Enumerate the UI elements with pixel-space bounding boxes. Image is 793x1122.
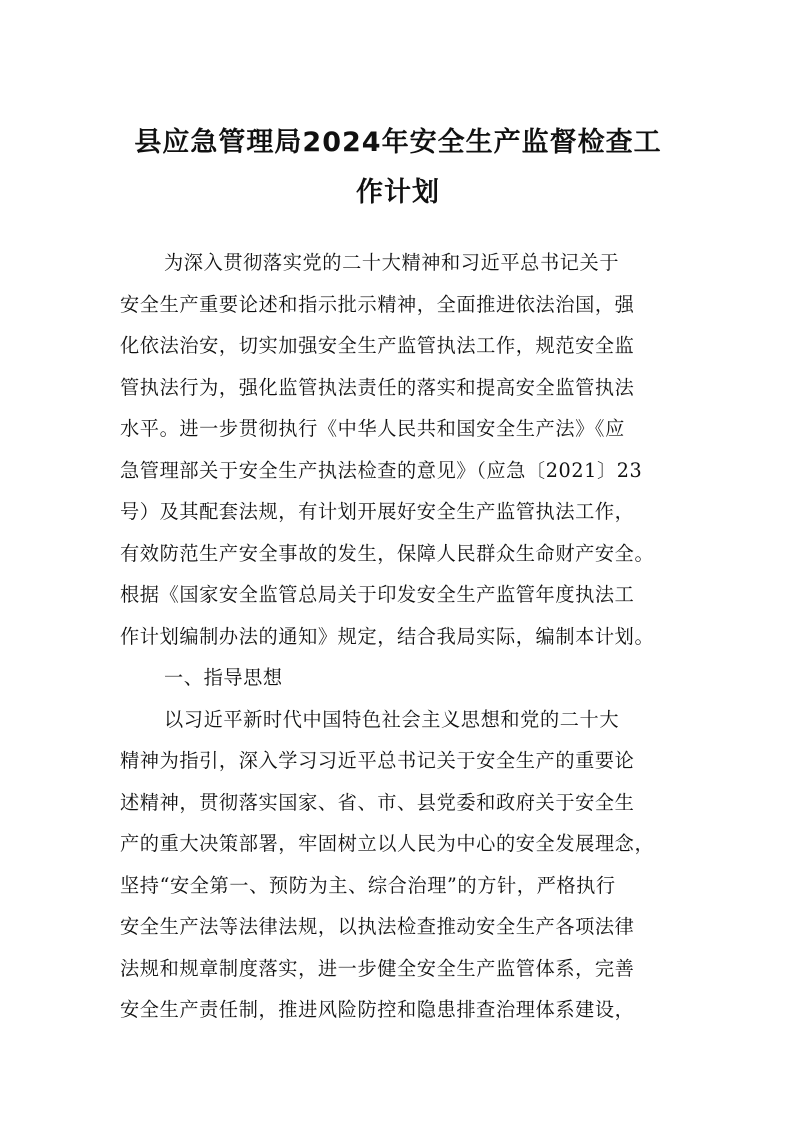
paragraph-line: 根据《国家安全监管总局关于印发安全生产监管年度执法工 xyxy=(120,583,635,606)
paragraph-line: 安全生产重要论述和指示批示精神，全面推进依法治国，强 xyxy=(120,292,635,316)
title-line: 作计划 xyxy=(356,177,440,208)
paragraph-line: 为深入贯彻落实党的二十大精神和习近平总书记关于 xyxy=(164,251,620,274)
paragraph-line: 化依法治安，切实加强安全生产监管执法工作，规范安全监 xyxy=(120,334,635,357)
paragraph-line: 有效防范生产安全事故的发生，保障人民群众生命财产安全。 xyxy=(120,541,655,565)
document-title xyxy=(118,118,678,218)
paragraph-line: 安全生产法等法律法规，以执法检查推动安全生产各项法律 xyxy=(120,915,635,938)
paragraph-line: 安全生产责任制，推进风险防控和隐患排查治理体系建设， xyxy=(120,998,635,1021)
paragraph-line: 水平。进一步贯彻执行《中华人民共和国安全生产法》《应 xyxy=(120,417,625,440)
paragraph-line: 急管理部关于安全生产执法检查的意见》（应急〔2021〕23 xyxy=(120,458,643,482)
paragraph-line: 管执法行为，强化监管执法责任的落实和提高安全监管执法 xyxy=(120,375,635,399)
section-heading: 一、指导思想 xyxy=(164,666,283,689)
paragraph-line: 精神为指引，深入学习习近平总书记关于安全生产的重要论 xyxy=(120,749,635,772)
paragraph-line: 法规和规章制度落实，进一步健全安全生产监管体系，完善 xyxy=(120,956,635,980)
title-line: 县应急管理局2024年安全生产监督检查工 xyxy=(134,127,662,158)
paragraph-line: 述精神，贯彻落实国家、省、市、县党委和政府关于安全生 xyxy=(120,790,635,814)
paragraph-line: 坚持“安全第一、预防为主、综合治理”的方针，严格执行 xyxy=(120,873,616,897)
paragraph-line: 作计划编制办法的通知》规定，结合我局实际，编制本计划。 xyxy=(120,624,655,648)
paragraph-line: 以习近平新时代中国特色社会主义思想和党的二十大 xyxy=(164,707,620,731)
document-body xyxy=(120,242,680,1031)
paragraph-line: 号）及其配套法规，有计划开展好安全生产监管执法工作， xyxy=(120,500,635,523)
paragraph-line: 产的重大决策部署，牢固树立以人民为中心的安全发展理念， xyxy=(120,832,655,855)
